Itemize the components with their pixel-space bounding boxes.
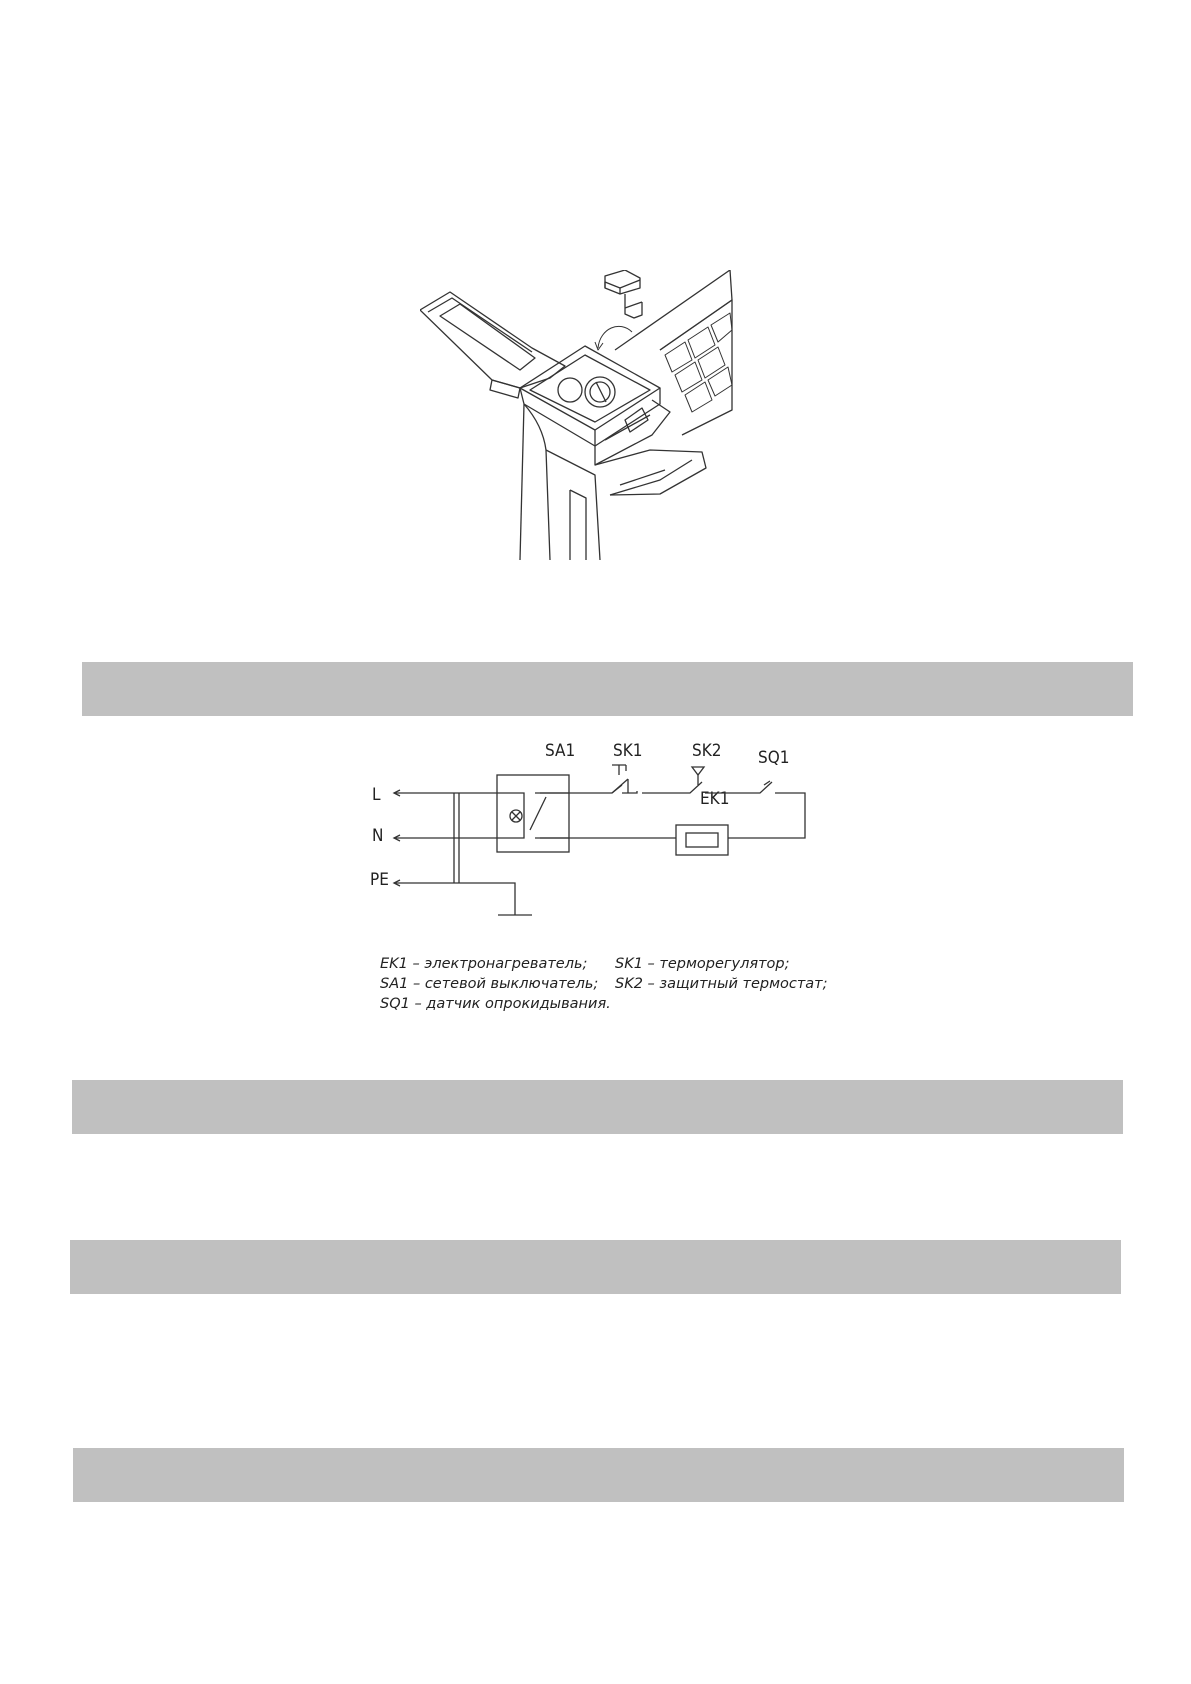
sk1-thermostat-symbol <box>612 765 628 793</box>
component-label-sk1: SK1 <box>613 741 643 761</box>
schematic-legend <box>380 954 840 1034</box>
legend-item-sk1: SK1 – терморегулятор; <box>615 956 790 972</box>
legend-item-sq1: SQ1 – датчик опрокидывания. <box>380 996 611 1012</box>
heater-installation-illustration <box>420 270 770 560</box>
section-bar-2 <box>72 1080 1123 1134</box>
clip-part <box>605 270 642 318</box>
component-label-sq1: SQ1 <box>758 748 790 768</box>
terminal-label-l: L <box>372 785 381 805</box>
component-label-sa1: SA1 <box>545 741 576 761</box>
wire-l <box>394 782 805 838</box>
legend-item-sa1: SA1 – сетевой выключатель; <box>380 976 599 992</box>
ek1-heater-symbol <box>676 825 728 855</box>
section-bar-4 <box>73 1448 1124 1502</box>
legend-item-ek1: EK1 – электронагреватель; <box>380 956 588 972</box>
grille-panel <box>615 270 732 435</box>
control-compartment <box>520 346 670 465</box>
wiring-schematic <box>350 735 820 955</box>
rotation-arrow-icon <box>598 326 632 348</box>
legend-item-sk2: SK2 – защитный термостат; <box>615 976 828 992</box>
terminal-label-n: N <box>372 826 384 846</box>
front-housing <box>520 404 706 560</box>
sa1-switch-symbol <box>497 775 569 852</box>
component-label-sk2: SK2 <box>692 741 722 761</box>
wire-pe <box>394 883 532 915</box>
section-bar-3 <box>70 1240 1121 1294</box>
section-bar-1 <box>82 662 1133 716</box>
terminal-label-pe: PE <box>370 870 389 890</box>
component-label-ek1: EK1 <box>700 789 730 809</box>
